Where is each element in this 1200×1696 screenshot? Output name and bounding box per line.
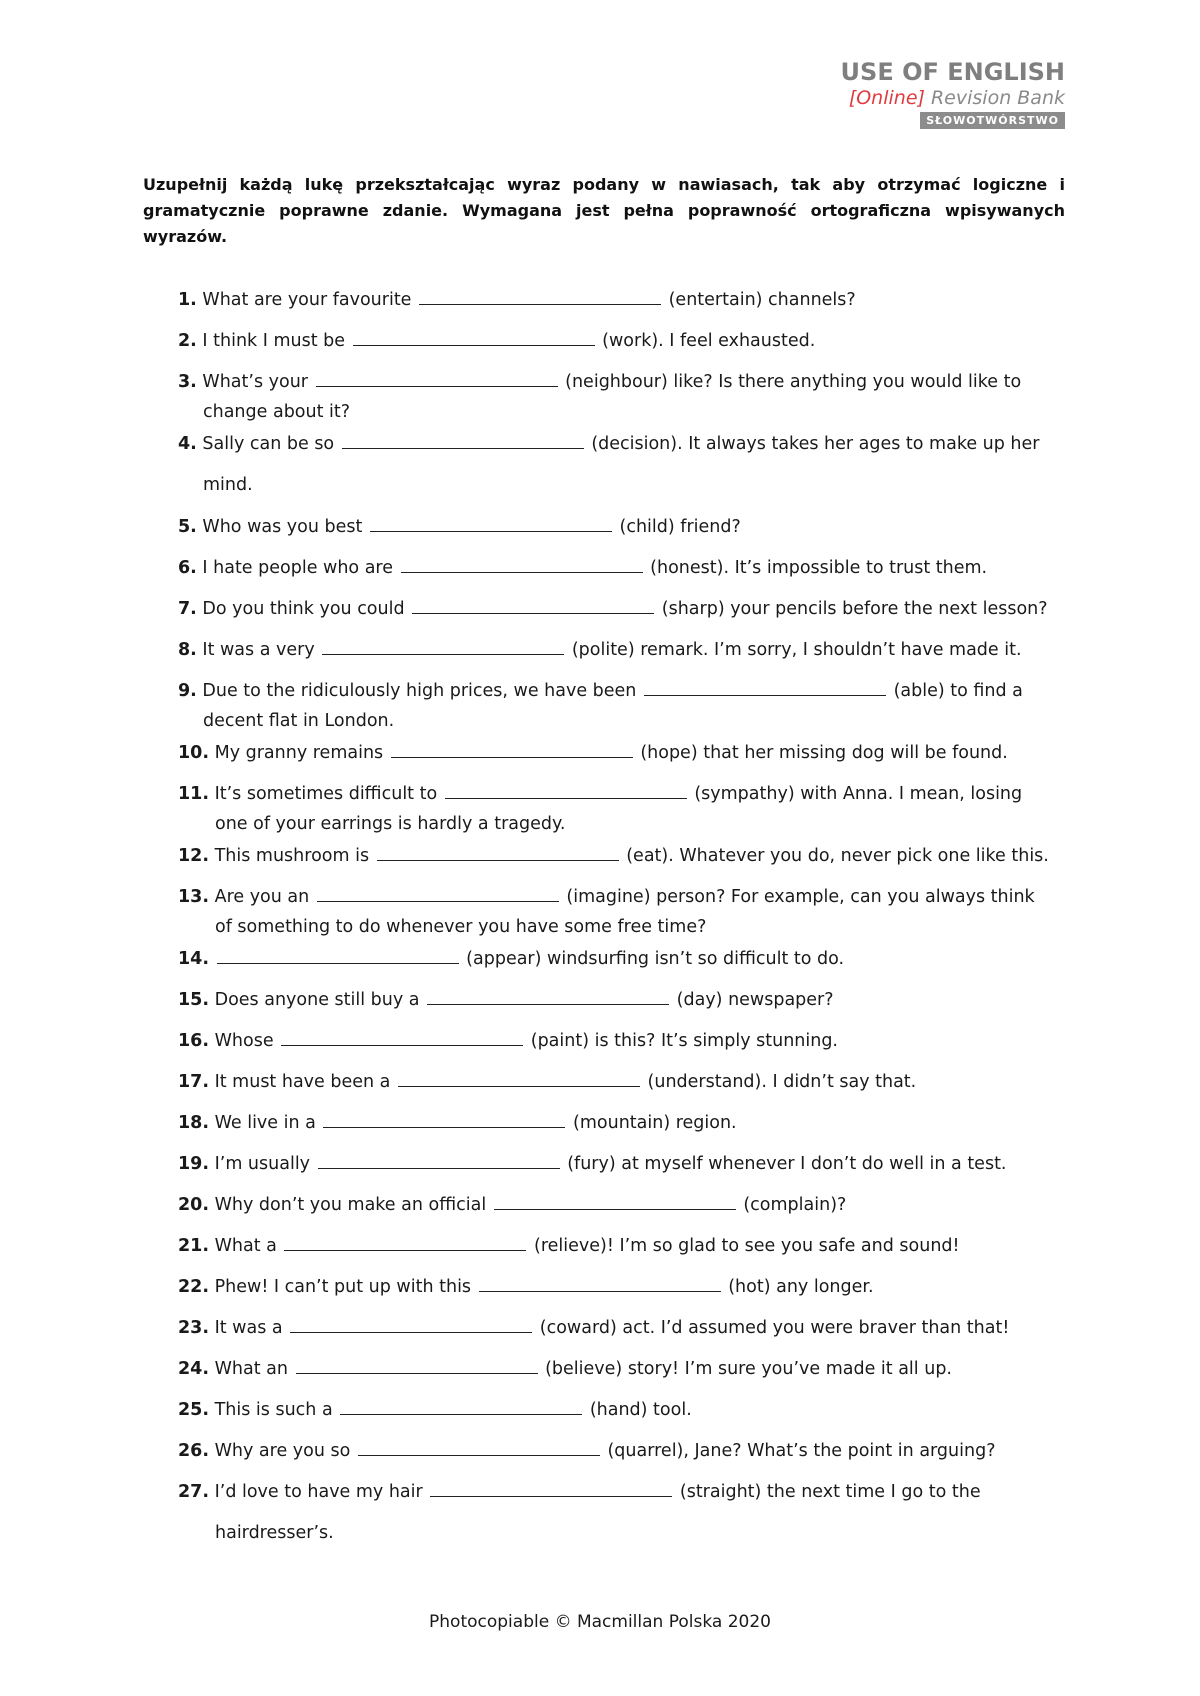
answer-blank[interactable]: [340, 1396, 582, 1415]
answer-blank[interactable]: [445, 780, 687, 799]
exercise-item: 3. What’s your (neighbour) like? Is there anything you would like to change about it?: [178, 367, 1021, 427]
exercise-item: 12. This mushroom is (eat). Whatever you do, never pick one like this.: [178, 841, 1049, 871]
exercise-item: 15. Does anyone still buy a (day) newspaper?: [178, 985, 834, 1015]
answer-blank[interactable]: [370, 513, 612, 532]
exercise-item: 7. Do you think you could (sharp) your pencils before the next lesson?: [178, 594, 1048, 624]
answer-blank[interactable]: [296, 1355, 538, 1374]
answer-blank[interactable]: [358, 1437, 600, 1456]
exercise-item: 6. I hate people who are (honest). It’s impossible to trust them.: [178, 553, 987, 583]
footer-copyright: Photocopiable © Macmillan Polska 2020: [429, 1612, 771, 1632]
exercise-item: 17. It must have been a (understand). I didn’t say that.: [178, 1067, 916, 1097]
logo-subtitle-rest: Revision Bank: [924, 87, 1065, 109]
answer-blank[interactable]: [644, 677, 886, 696]
answer-blank[interactable]: [398, 1068, 640, 1087]
answer-blank[interactable]: [494, 1191, 736, 1210]
answer-blank[interactable]: [290, 1314, 532, 1333]
exercise-item: 8. It was a very (polite) remark. I’m sorry, I shouldn’t have made it.: [178, 635, 1022, 665]
exercise-item: 16. Whose (paint) is this? It’s simply stunning.: [178, 1026, 838, 1056]
exercise-item: 5. Who was you best (child) friend?: [178, 512, 741, 542]
exercise-item: 20. Why don’t you make an official (complain)?: [178, 1190, 846, 1220]
exercise-item: 9. Due to the ridiculously high prices, we have been (able) to find a decent flat in London.: [178, 676, 1023, 736]
answer-blank[interactable]: [430, 1478, 672, 1497]
brand-logo: [805, 58, 1065, 129]
exercise-item: 4. Sally can be so (decision). It always takes her ages to make up her mind.: [178, 429, 1039, 500]
answer-blank[interactable]: [317, 883, 559, 902]
exercise-item: 14. (appear) windsurfing isn’t so difficult to do.: [178, 944, 844, 974]
exercise-item: 18. We live in a (mountain) region.: [178, 1108, 737, 1138]
exercise-item: 24. What an (believe) story! I’m sure you’ve made it all up.: [178, 1354, 952, 1384]
answer-blank[interactable]: [401, 554, 643, 573]
exercise-item: 26. Why are you so (quarrel), Jane? What’s the point in arguing?: [178, 1436, 995, 1466]
instructions: Uzupełnij każdą lukę przekształcając wyraz podany w nawiasach, tak aby otrzymać logiczne i gramatycznie poprawne zdanie. Wymagana jest pełna poprawność ortograficzna wpisywanych wyrazów.: [143, 175, 1065, 246]
answer-blank[interactable]: [318, 1150, 560, 1169]
exercise-item: 22. Phew! I can’t put up with this (hot) any longer.: [178, 1272, 874, 1302]
answer-blank[interactable]: [391, 739, 633, 758]
exercise-item: 23. It was a (coward) act. I’d assumed you were braver than that!: [178, 1313, 1009, 1343]
answer-blank[interactable]: [217, 945, 459, 964]
answer-blank[interactable]: [412, 595, 654, 614]
section-badge: SŁOWOTWÓRSTWO: [920, 112, 1065, 129]
answer-blank[interactable]: [377, 842, 619, 861]
exercise-item: 21. What a (relieve)! I’m so glad to see you safe and sound!: [178, 1231, 960, 1261]
exercise-item: 13. Are you an (imagine) person? For example, can you always think of something to do whenever you have some free time?: [178, 882, 1035, 942]
answer-blank[interactable]: [342, 430, 584, 449]
logo-title: USE OF ENGLISH: [840, 58, 1065, 86]
exercise-item: 10. My granny remains (hope) that her missing dog will be found.: [178, 738, 1008, 768]
answer-blank[interactable]: [316, 368, 558, 387]
exercise-item: 19. I’m usually (fury) at myself whenever I don’t do well in a test.: [178, 1149, 1007, 1179]
answer-blank[interactable]: [479, 1273, 721, 1292]
answer-blank[interactable]: [353, 327, 595, 346]
exercise-item: 2. I think I must be (work). I feel exhausted.: [178, 326, 815, 356]
answer-blank[interactable]: [322, 636, 564, 655]
exercise-item: 1. What are your favourite (entertain) channels?: [178, 285, 856, 315]
exercise-item: 27. I’d love to have my hair (straight) the next time I go to the hairdresser’s.: [178, 1477, 981, 1548]
logo-subtitle: [805, 86, 1065, 110]
answer-blank[interactable]: [281, 1027, 523, 1046]
answer-blank[interactable]: [427, 986, 669, 1005]
answer-blank[interactable]: [419, 286, 661, 305]
logo-subtitle-accent: [Online]: [848, 87, 925, 109]
answer-blank[interactable]: [284, 1232, 526, 1251]
exercise-item: 25. This is such a (hand) tool.: [178, 1395, 692, 1425]
answer-blank[interactable]: [323, 1109, 565, 1128]
exercise-item: 11. It’s sometimes difficult to (sympathy) with Anna. I mean, losing one of your earrings is hardly a tragedy.: [178, 779, 1022, 839]
